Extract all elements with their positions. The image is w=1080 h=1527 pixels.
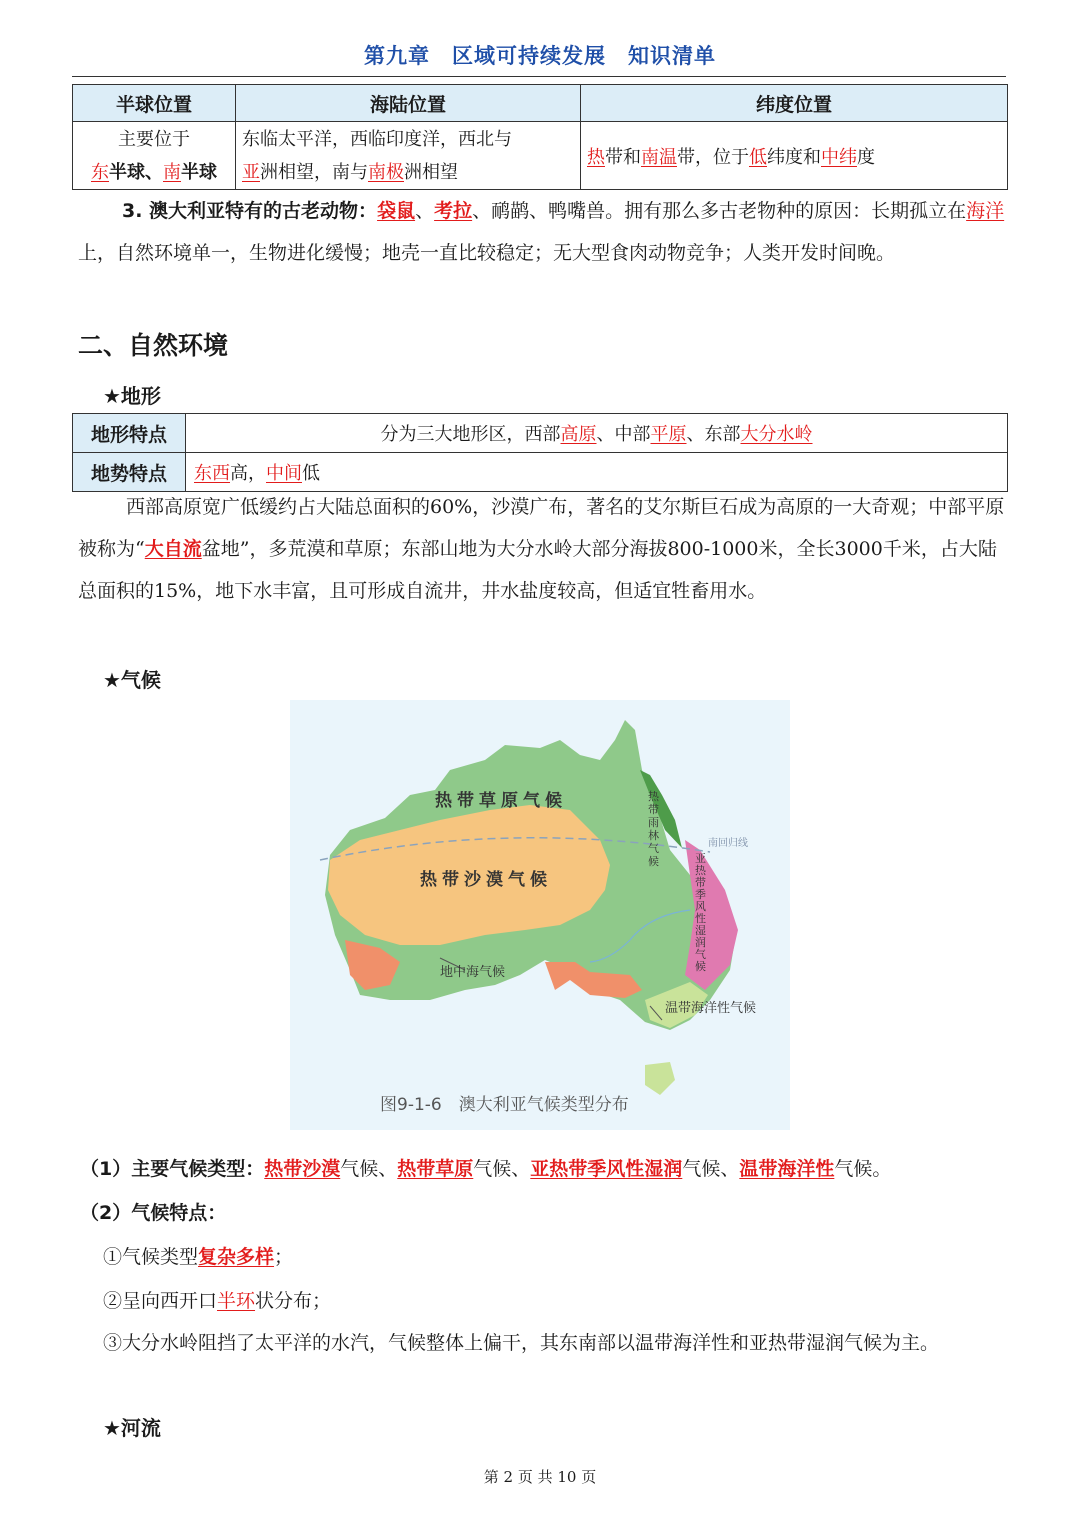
ancient-animals-paragraph: 3. 澳大利亚特有的古老动物：袋鼠、考拉、鸸鹋、鸭嘴兽。拥有那么多古老物种的原因：长期孤立在海洋上，自然环境单一，生物进化缓慢；地壳一直比较稳定；无大型食肉动物竞争；人类开发时间晚。 bbox=[78, 200, 1005, 264]
terrain-table bbox=[72, 413, 1008, 492]
forest-labels-char: 雨 bbox=[648, 816, 659, 829]
monsoon-labels-char: 风 bbox=[695, 900, 706, 913]
rivers-heading: ★河流 bbox=[103, 1416, 161, 1440]
monsoon-labels-char: 带 bbox=[695, 876, 706, 889]
map-caption: 图9-1-6 澳大利亚气候类型分布 bbox=[380, 1095, 629, 1115]
forest-labels-char: 林 bbox=[648, 829, 659, 842]
climate-heading: ★气候 bbox=[103, 668, 161, 692]
monsoon-labels-char: 季 bbox=[695, 888, 706, 901]
label-savanna: 热带草原气候 bbox=[435, 791, 567, 811]
page-header-title: 第九章 区域可持续发展 知识清单 bbox=[364, 44, 716, 68]
col-sea-land: 海陆位置 bbox=[236, 85, 581, 122]
forest-labels-char: 气 bbox=[648, 842, 659, 855]
section-title: 二、自然环境 bbox=[78, 331, 229, 360]
forest-labels-char: 热 bbox=[648, 790, 659, 803]
monsoon-labels-char: 润 bbox=[695, 936, 706, 949]
monsoon-labels-char: 亚 bbox=[695, 852, 706, 865]
australia-climate-map bbox=[290, 700, 790, 1130]
monsoon-labels-char: 候 bbox=[695, 960, 706, 973]
climate-types-line: （1）主要气候类型：热带沙漠气候、热带草原气候、亚热带季风性湿润气候、温带海洋性气候。 bbox=[80, 1158, 892, 1180]
hemisphere-cell: 主要位于 东半球、南半球 bbox=[73, 122, 236, 190]
latitude-cell: 热带和南温带，位于低纬度和中纬度 bbox=[581, 122, 1008, 190]
col-hemisphere: 半球位置 bbox=[73, 85, 236, 122]
page-footer: 第 2 页 共 10 页 bbox=[483, 1468, 597, 1486]
monsoon-labels-char: 性 bbox=[695, 912, 706, 925]
monsoon-labels-char: 湿 bbox=[695, 924, 706, 937]
climate-features-lead: （2）气候特点： bbox=[80, 1202, 227, 1224]
terrain-feature-label: 地形特点 bbox=[73, 414, 186, 453]
climate-feature-3: ③大分水岭阻挡了太平洋的水汽，气候整体上偏干，其东南部以温带海洋性和亚热带湿润气候为主。 bbox=[103, 1332, 940, 1354]
position-table bbox=[72, 84, 1008, 190]
climate-feature-1: ①气候类型复杂多样； bbox=[103, 1246, 294, 1268]
sea-land-cell: 东临太平洋，西临印度洋，西北与 亚洲相望，南与南极洲相望 bbox=[236, 122, 581, 190]
terrain-slope-value: 东西高，中间低 bbox=[186, 453, 1008, 492]
forest-labels-char: 带 bbox=[648, 803, 659, 816]
terrain-slope-label: 地势特点 bbox=[73, 453, 186, 492]
terrain-feature-value: 分为三大地形区，西部高原、中部平原、东部大分水岭 bbox=[186, 414, 1008, 453]
label-mediterranean: 地中海气候 bbox=[440, 965, 506, 980]
monsoon-vertical-label bbox=[695, 852, 707, 973]
terrain-heading: ★地形 bbox=[103, 384, 161, 408]
climate-feature-2: ②呈向西开口半环状分布； bbox=[103, 1290, 332, 1312]
header-divider bbox=[72, 76, 1006, 77]
monsoon-labels-char: 热 bbox=[695, 864, 706, 877]
terrain-paragraph: 西部高原宽广低缓约占大陆总面积的60%，沙漠广布，著名的艾尔斯巨石成为高原的一大奇观；中部平原被称为“大自流盆地”，多荒漠和草原；东部山地为大分水岭大部分海拔800-1000米，全长3000千米，占大陆总面积的15%，地下水丰富，且可形成自流井，井水盐度较高，但适宜牲畜用水。 bbox=[78, 496, 1005, 602]
label-tropic: 南回归线 bbox=[708, 838, 748, 849]
label-oceanic: 温带海洋性气候 bbox=[665, 1001, 757, 1016]
col-latitude: 纬度位置 bbox=[581, 85, 1008, 122]
label-desert: 热带沙漠气候 bbox=[420, 870, 552, 890]
monsoon-labels-char: 气 bbox=[695, 948, 706, 961]
rainforest-vertical-label bbox=[648, 789, 660, 868]
forest-labels-char: 候 bbox=[648, 855, 659, 868]
